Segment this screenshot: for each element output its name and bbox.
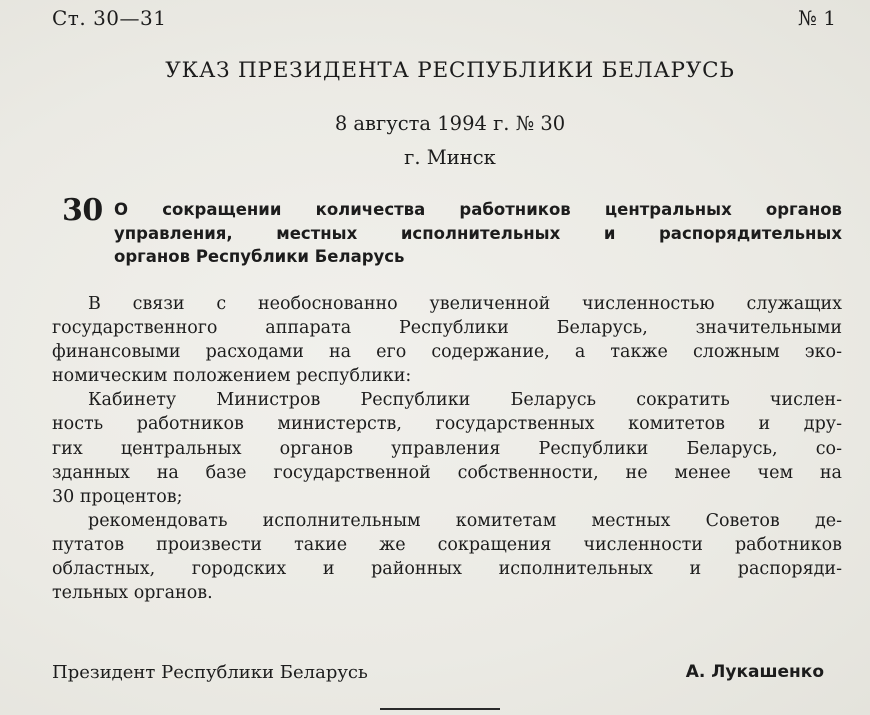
text-line: путатов произвести такие же сокращения численности работников (52, 534, 842, 555)
paragraph-preamble (52, 292, 842, 388)
text-line: 30 процентов; (52, 486, 183, 507)
heading-line: управления, местных исполнительных и распорядительных (114, 223, 842, 243)
decree-title: УКАЗ ПРЕЗИДЕНТА РЕСПУБЛИКИ БЕЛАРУСЬ (165, 58, 735, 83)
page-reference: Ст. 30—31 (52, 6, 167, 30)
signer-title: Президент Республики Беларусь (52, 662, 368, 683)
text-line: зданных на базе государственной собственности, не менее чем на (52, 462, 842, 483)
text-line: финансовыми расходами на его содержание, а также сложным эко- (52, 342, 842, 363)
text-line: государственного аппарата Республики Беларусь, значительными (52, 318, 842, 339)
text-line: В связи с необоснованно увеличенной численностью служащих (88, 294, 842, 314)
section-divider (380, 708, 500, 710)
issue-number: № 1 (797, 6, 836, 30)
text-line: областных, городских и районных исполнительных и распоряди- (52, 559, 842, 580)
signer-name: А. Лукашенко (685, 662, 824, 682)
text-line: номическим положением республики: (52, 366, 412, 387)
text-line: рекомендовать исполнительным комитетам местных Советов де- (88, 510, 842, 531)
text-line: Кабинету Министров Республики Беларусь сократить числен- (88, 390, 842, 411)
signature-block (52, 662, 842, 688)
text-line: тельных органов. (52, 583, 213, 604)
page-header (52, 6, 836, 34)
text-line: гих центральных органов управления Республики Беларусь, со- (52, 438, 842, 459)
paragraph-cabinet-instruction (52, 388, 842, 508)
decree-date-number: 8 августа 1994 г. № 30 (334, 112, 566, 135)
heading-line: О сокращении количества работников центральных органов (114, 200, 842, 219)
item-heading (114, 198, 842, 269)
decree-body (52, 292, 842, 605)
item-number: 30 (62, 193, 103, 228)
decree-place: г. Минск (404, 146, 496, 169)
paragraph-local-recommendation (52, 509, 842, 605)
text-line: ность работников министерств, государственных комитетов и дру- (52, 414, 842, 435)
heading-line: органов Республики Беларусь (114, 247, 405, 266)
